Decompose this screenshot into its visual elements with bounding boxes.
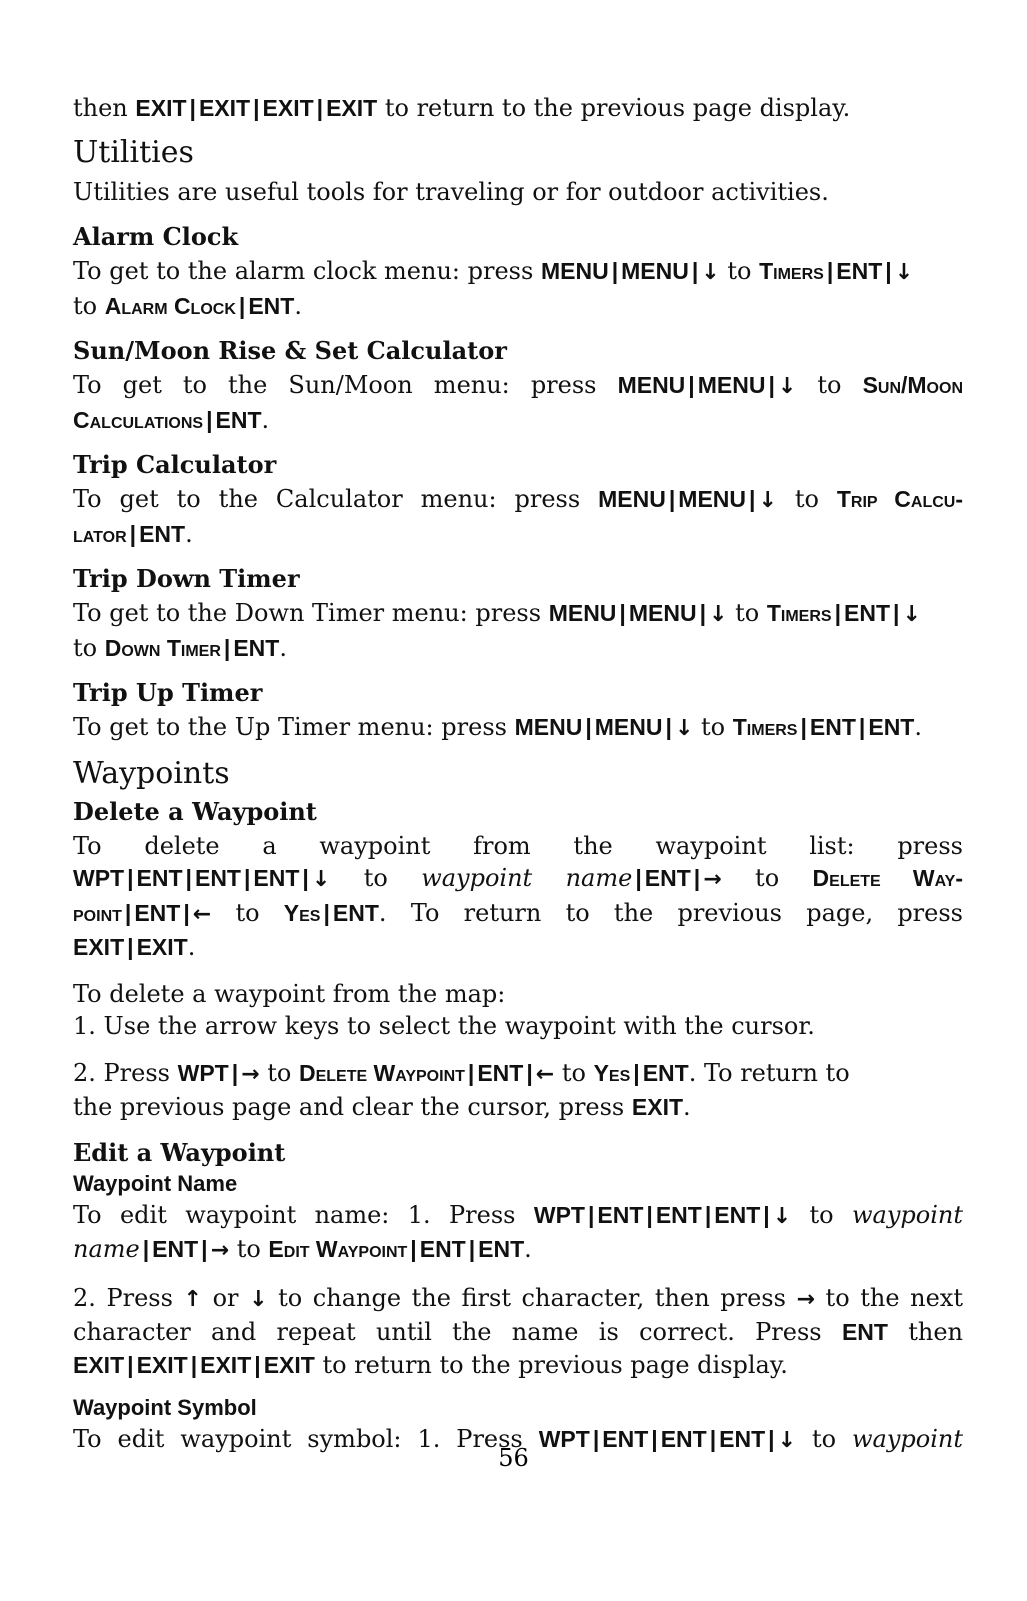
timers-menu-item: Timers — [766, 600, 832, 626]
exit-key: EXIT — [73, 1351, 125, 1378]
delete-line3: point | ENT | ← to Yes | ENT. To return to the previous page, press — [73, 898, 963, 927]
waypoint-word: waypoint — [852, 1425, 963, 1453]
separator: | — [800, 714, 807, 740]
ent-key: ENT — [477, 1059, 524, 1086]
uptimer-instructions: To get to the Up Timer menu: press MENU | MENU | ↓ to Timers | ENT | ENT. — [73, 713, 922, 741]
down-arrow-icon: ↓ — [311, 867, 331, 892]
to-word: to — [817, 371, 842, 399]
separator: | — [467, 1059, 475, 1086]
to-word: to — [809, 1200, 834, 1229]
ent-key: ENT — [134, 899, 181, 926]
wpt-key: WPT — [73, 865, 125, 891]
separator: | — [201, 1236, 208, 1262]
downtimer-lead: To get to the Down Timer menu: press — [73, 599, 542, 627]
separator: | — [185, 865, 192, 891]
down-arrow-icon: ↓ — [777, 1428, 796, 1453]
trip-calculator-title: Trip Calculator — [73, 450, 277, 479]
tripcalc-lead: To get to the Calculator menu: press — [73, 485, 581, 513]
separator: | — [699, 600, 707, 626]
separator: | — [124, 899, 132, 926]
waypoint-symbol-subtitle: Waypoint Symbol — [73, 1395, 257, 1420]
downtimer-instructions: To get to the Down Timer menu: press MENU | MENU | ↓ to Timers | ENT | ↓ to Down Timer | ENT. — [73, 599, 921, 662]
step2-tail-b: the previous page and clear the cursor, press — [73, 1093, 625, 1121]
menu-key: MENU — [678, 486, 747, 512]
separator: | — [651, 1426, 658, 1452]
exit-key: EXIT — [200, 1351, 252, 1378]
sunmoon-title: Sun/Moon Rise & Set Calculator — [73, 336, 507, 365]
to-word: to — [236, 1235, 261, 1263]
menu-key: MENU — [514, 714, 583, 740]
separator: | — [693, 865, 701, 891]
to-word: to — [701, 713, 726, 741]
up-arrow-icon: ↑ — [183, 1286, 202, 1312]
edit-waypoint-menu-item: Edit Waypoint — [268, 1236, 408, 1262]
separator: | — [749, 486, 756, 512]
delete-return-text: To return to the previous page, press — [410, 898, 963, 927]
right-arrow-icon: → — [796, 1286, 815, 1312]
step2-tail-a: To return to — [703, 1058, 850, 1087]
delete-waypoint-menu-item: Delete Waypoint — [298, 1059, 465, 1086]
separator: | — [316, 95, 324, 121]
menu-key: MENU — [621, 258, 689, 284]
ent-key: ENT — [332, 899, 379, 926]
exit-key: EXIT — [136, 934, 188, 960]
tripcalc-line2: lator | ENT. — [73, 519, 193, 548]
to-word: to — [794, 485, 819, 513]
separator: | — [323, 899, 330, 926]
ent-key: ENT — [478, 1236, 525, 1262]
exit-key: EXIT — [326, 95, 378, 121]
then-word: then — [908, 1318, 964, 1346]
separator: | — [410, 1236, 417, 1262]
ent-key: ENT — [836, 258, 883, 284]
uptimer-lead: To get to the Up Timer menu: press — [73, 713, 507, 741]
page-number: 56 — [498, 1444, 529, 1472]
down-arrow-icon: ↓ — [249, 1286, 268, 1312]
exit-key: EXIT — [73, 934, 125, 960]
separator: | — [893, 600, 900, 626]
edit-waypoint-title: Edit a Waypoint — [73, 1137, 286, 1167]
separator: | — [611, 258, 619, 284]
separator: | — [826, 258, 834, 284]
to-word: to — [755, 864, 780, 892]
separator: | — [646, 1201, 653, 1228]
ent-key: ENT — [660, 1426, 707, 1452]
exit-key: EXIT — [631, 1094, 684, 1120]
ent-key: ENT — [844, 600, 891, 626]
waypoint-name-field: waypoint name — [421, 864, 633, 892]
down-arrow-icon: ↓ — [701, 260, 720, 285]
separator: | — [254, 1351, 261, 1378]
yes-option: Yes — [593, 1059, 631, 1086]
down-arrow-icon: ↓ — [674, 716, 694, 741]
alarm-clock-menu-item: Alarm Clock — [104, 292, 236, 319]
ent-key: ENT — [194, 865, 241, 891]
edit-name-line1 — [73, 1199, 963, 1234]
step2-lead: 2. Press — [73, 1058, 170, 1087]
separator: | — [709, 1426, 717, 1452]
separator: | — [704, 1201, 712, 1228]
ent-key: ENT — [233, 634, 280, 661]
separator: | — [587, 1201, 595, 1228]
separator: | — [127, 865, 134, 891]
separator: | — [635, 865, 642, 891]
separator: | — [768, 372, 775, 398]
separator: | — [668, 486, 676, 512]
calculations-menu-item: Calculations — [73, 406, 204, 433]
separator: | — [665, 714, 672, 740]
exit-key: EXIT — [263, 1351, 315, 1378]
down-arrow-icon: ↓ — [758, 488, 777, 513]
down-timer-menu-item: Down Timer — [104, 634, 221, 661]
to-word: to — [727, 257, 752, 285]
menu-key: MENU — [598, 486, 666, 512]
delete-waypoint-menu-item: Delete Way- — [812, 865, 963, 891]
separator: | — [183, 899, 190, 926]
waypoint-name-subtitle: Waypoint Name — [73, 1170, 238, 1196]
exit-key: EXIT — [135, 95, 187, 121]
to-word: to — [73, 291, 98, 320]
separator: | — [127, 1351, 134, 1378]
sunmoon-lead: To get to the Sun/Moon menu: press — [73, 371, 597, 399]
separator: | — [206, 406, 213, 433]
wpt-key: WPT — [538, 1426, 590, 1452]
edit-name-step2-line1 — [73, 1282, 963, 1317]
ent-key: ENT — [644, 865, 691, 891]
separator: | — [834, 600, 842, 626]
exit-key: EXIT — [262, 95, 314, 121]
separator: | — [768, 1426, 775, 1452]
ent-key: ENT — [602, 1426, 649, 1452]
separator: | — [688, 372, 695, 398]
exit-key: EXIT — [198, 95, 251, 121]
intro-line — [73, 92, 963, 125]
to-word: to — [363, 864, 388, 892]
ent-key: ENT — [253, 865, 300, 891]
step2-change: to change the first character, then press — [278, 1283, 786, 1312]
ent-key: ENT — [136, 865, 183, 891]
separator: | — [189, 95, 196, 121]
separator: | — [633, 1059, 640, 1086]
edit-name-line2: name | ENT | → to Edit Waypoint | ENT | ENT. — [73, 1235, 532, 1263]
utilities-heading: Utilities — [73, 134, 194, 170]
to-word: to — [235, 898, 260, 927]
ent-key: ENT — [642, 1059, 689, 1086]
to-word: to — [267, 1058, 292, 1087]
delete-line2 — [73, 862, 963, 897]
right-arrow-icon: → — [703, 867, 722, 892]
separator: | — [142, 1236, 150, 1262]
edit-name-step2-line3 — [73, 1349, 963, 1382]
left-arrow-icon: ← — [192, 901, 212, 927]
down-arrow-icon: ↓ — [772, 1203, 792, 1229]
timers-menu-item: Timers — [732, 714, 798, 740]
ent-key: ENT — [719, 1426, 766, 1452]
ent-key: ENT — [714, 1201, 761, 1228]
delete-waypoint-title: Delete a Waypoint — [73, 796, 317, 826]
separator: | — [468, 1236, 476, 1262]
down-arrow-icon: ↓ — [902, 602, 921, 627]
separator: | — [619, 600, 626, 626]
to-word: to — [735, 599, 760, 627]
ent-key: ENT — [215, 406, 262, 433]
menu-key: MENU — [617, 372, 686, 398]
down-arrow-icon: ↓ — [709, 602, 728, 627]
down-arrow-icon: ↓ — [777, 374, 797, 399]
separator: | — [526, 1059, 533, 1086]
menu-key: MENU — [697, 372, 766, 398]
ent-key: ENT — [597, 1201, 644, 1228]
right-arrow-icon: → — [210, 1238, 230, 1263]
left-arrow-icon: ← — [535, 1061, 555, 1087]
menu-key: MENU — [628, 600, 697, 626]
step2-press: 2. Press — [73, 1283, 173, 1312]
sunmoon-line1 — [73, 369, 963, 404]
delete-map-step2: 2. Press WPT | → to Delete Waypoint | ENT | ← to Yes | ENT. To return to the previous page and clear the cursor, press EXIT. — [73, 1058, 850, 1121]
utilities-desc: Utilities are useful tools for traveling or for outdoor activities. — [73, 177, 829, 206]
ent-key: ENT — [809, 714, 856, 740]
separator: | — [253, 95, 260, 121]
separator: | — [129, 520, 137, 547]
waypoint-word: waypoint — [852, 1200, 963, 1229]
sunmoon-menu-item: Sun/Moon — [862, 372, 964, 398]
edit-symbol-lead: To edit waypoint symbol: 1. Press — [73, 1425, 523, 1453]
ent-key: ENT — [139, 520, 186, 547]
trip-down-timer-title: Trip Down Timer — [73, 564, 300, 593]
separator: | — [763, 1201, 770, 1228]
trip-calculator-menu-item: Trip Calcu- — [836, 486, 963, 512]
sunmoon-line2: Calculations | ENT. — [73, 405, 270, 434]
down-arrow-icon: ↓ — [894, 260, 914, 285]
delete-waypoint-menu-item-cont: point — [73, 899, 122, 926]
menu-key: MENU — [548, 600, 617, 626]
ent-key: ENT — [841, 1319, 888, 1345]
delete-line4: EXIT | EXIT. — [73, 933, 196, 961]
manual-page — [73, 92, 963, 1458]
name-word: name — [73, 1235, 140, 1263]
intro-tail: to return to the previous page display. — [384, 94, 851, 122]
delete-line1: To delete a waypoint from the waypoint list: press — [73, 831, 963, 860]
to-word: to — [561, 1058, 586, 1087]
trip-calculator-menu-item-cont: lator — [73, 520, 127, 547]
separator: | — [858, 714, 866, 740]
step2-next: to the next — [825, 1283, 963, 1312]
separator: | — [302, 865, 309, 891]
alarm-clock-instructions: To get to the alarm clock menu: press MENU | MENU | ↓ to Timers | ENT | ↓ to Alarm Clock | ENT. — [73, 257, 914, 320]
ent-key: ENT — [868, 714, 915, 740]
ent-key: ENT — [152, 1236, 199, 1262]
step2-repeat: character and repeat until the name is correct. Press — [73, 1318, 822, 1346]
separator: | — [243, 865, 251, 891]
separator: | — [592, 1426, 600, 1452]
trip-up-timer-title: Trip Up Timer — [73, 678, 263, 707]
separator: | — [190, 1351, 198, 1378]
tripcalc-line1 — [73, 483, 963, 518]
exit-key: EXIT — [136, 1351, 188, 1378]
intro-then: then — [73, 94, 128, 122]
delete-map-step1: 1. Use the arrow keys to select the waypoint with the cursor. — [73, 1012, 815, 1040]
edit-name-lead: To edit waypoint name: 1. Press — [73, 1200, 516, 1229]
separator: | — [238, 292, 246, 319]
waypoints-heading: Waypoints — [73, 755, 230, 791]
separator: | — [223, 634, 231, 661]
ent-key: ENT — [655, 1201, 702, 1228]
to-word: to — [811, 1425, 837, 1453]
separator: | — [885, 258, 892, 284]
to-word: to — [73, 633, 98, 662]
menu-key: MENU — [594, 714, 663, 740]
ent-key: ENT — [419, 1236, 466, 1262]
wpt-key: WPT — [533, 1201, 585, 1228]
timers-menu-item: Timers — [759, 258, 824, 284]
or-word: or — [212, 1283, 239, 1312]
step2-return: to return to the previous page display. — [322, 1350, 788, 1379]
separator: | — [127, 934, 134, 960]
ent-key: ENT — [248, 292, 295, 319]
menu-key: MENU — [540, 258, 609, 284]
separator: | — [231, 1059, 239, 1086]
alarm-lead: To get to the alarm clock menu: press — [73, 257, 534, 285]
right-arrow-icon: → — [241, 1061, 260, 1087]
separator: | — [585, 714, 592, 740]
yes-option: Yes — [283, 899, 321, 926]
wpt-key: WPT — [177, 1059, 229, 1086]
alarm-clock-title: Alarm Clock — [73, 222, 239, 251]
separator: | — [691, 258, 699, 284]
edit-name-step2-line2 — [73, 1316, 963, 1349]
delete-map-intro: To delete a waypoint from the map: — [73, 979, 506, 1008]
